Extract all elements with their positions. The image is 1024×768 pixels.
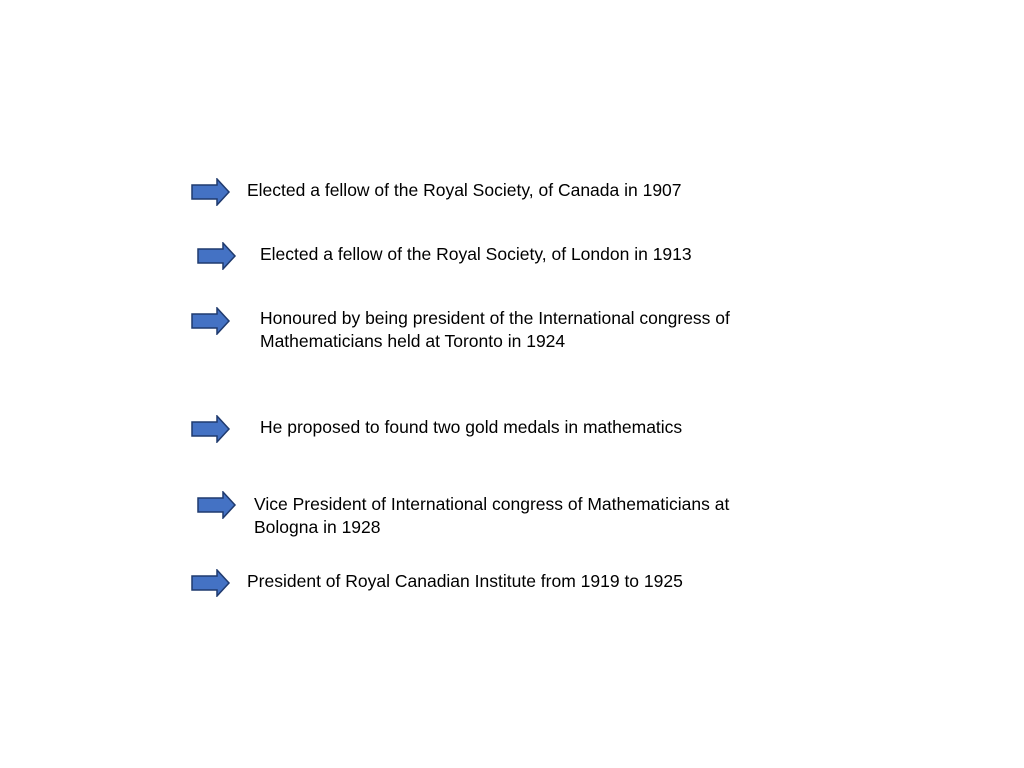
achievement-item bbox=[260, 416, 682, 439]
achievement-item bbox=[247, 179, 682, 202]
achievement-line: Honoured by being president of the International congress of bbox=[260, 308, 730, 328]
right-arrow-icon bbox=[191, 569, 231, 597]
achievement-line: Vice President of International congress of Mathematicians at bbox=[254, 494, 730, 514]
achievement-item bbox=[260, 307, 730, 353]
right-arrow-icon bbox=[191, 415, 231, 443]
right-arrow-icon bbox=[197, 491, 237, 519]
right-arrow-icon bbox=[197, 242, 237, 270]
achievement-line: Bologna in 1928 bbox=[254, 517, 381, 537]
achievement-item bbox=[254, 493, 729, 539]
achievement-item bbox=[247, 570, 683, 593]
achievement-line: Mathematicians held at Toronto in 1924 bbox=[260, 331, 566, 351]
right-arrow-icon bbox=[191, 307, 231, 335]
achievement-line: President of Royal Canadian Institute from 1919 to 1925 bbox=[247, 571, 683, 591]
achievement-line: Elected a fellow of the Royal Society, of London in 1913 bbox=[260, 244, 692, 264]
achievement-item bbox=[260, 243, 692, 266]
achievement-line: Elected a fellow of the Royal Society, of Canada in 1907 bbox=[247, 180, 682, 200]
right-arrow-icon bbox=[191, 178, 231, 206]
achievement-line: He proposed to found two gold medals in mathematics bbox=[260, 417, 683, 437]
